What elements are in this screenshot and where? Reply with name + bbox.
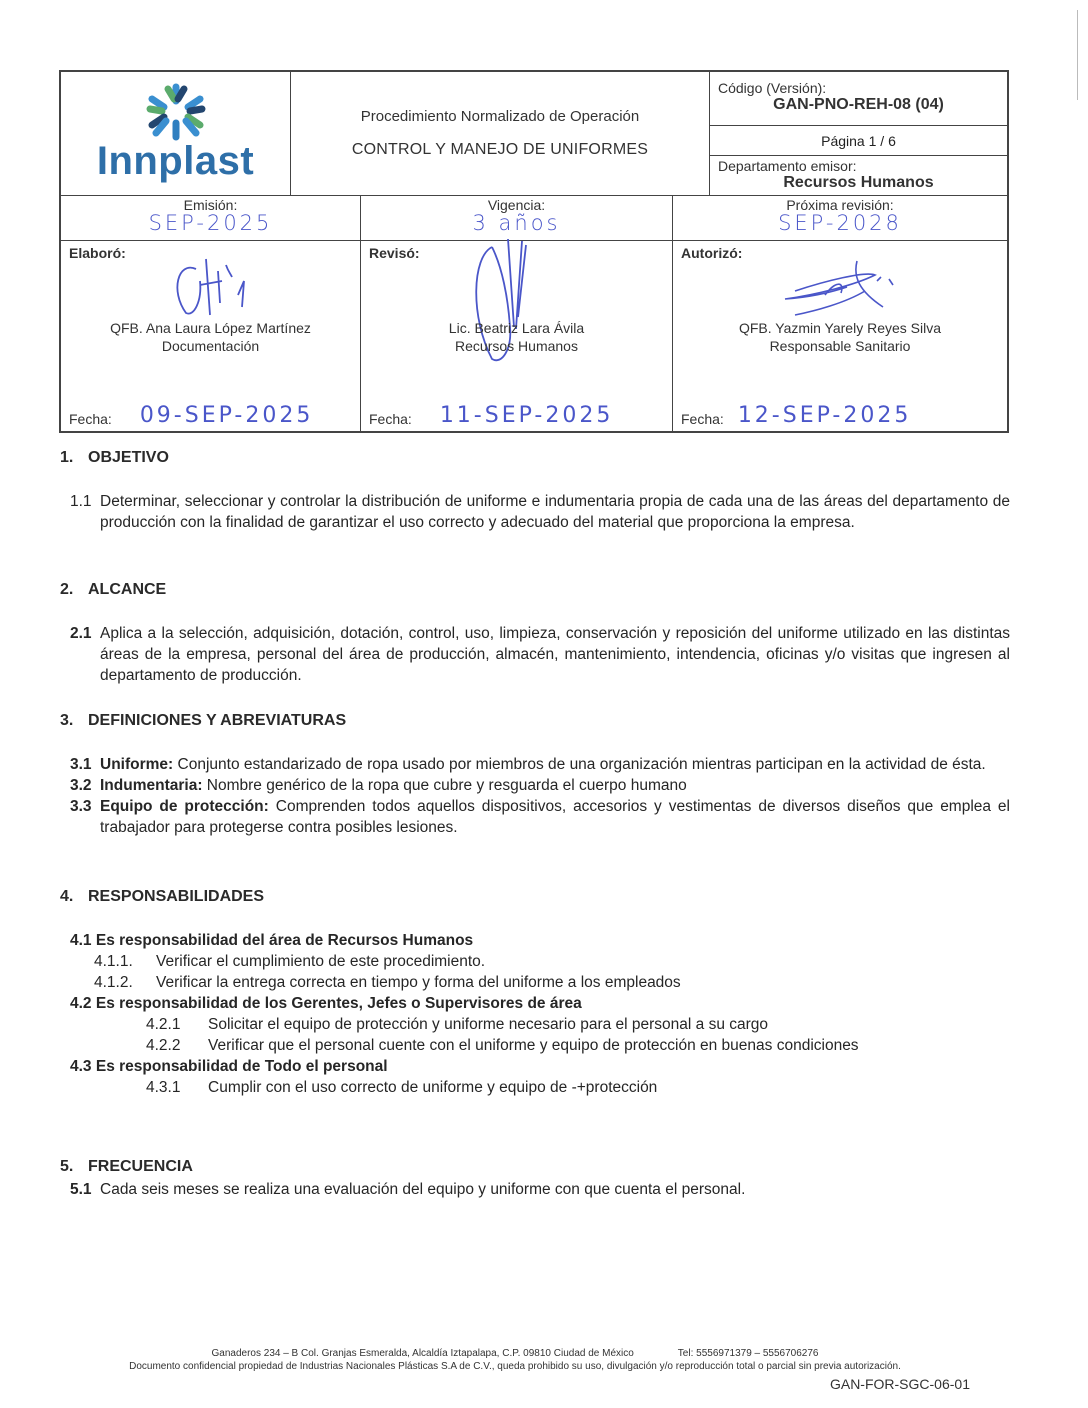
signature-reviso: [361, 241, 673, 431]
responsibility-item: [146, 1014, 1010, 1035]
section-number: 2.: [60, 581, 74, 598]
title-block: [291, 72, 710, 195]
item-number: 4.2.1: [146, 1016, 181, 1033]
scan-edge-line: [1077, 10, 1078, 100]
footer-contact-line: [60, 1347, 970, 1360]
responsibility-item: [94, 951, 1010, 972]
item-number: 4.1.2.: [94, 974, 133, 991]
item-text: Cumplir con el uso correcto de uniforme y equipo de -+protección: [208, 1079, 658, 1096]
item-number: 4.3.1: [146, 1079, 181, 1096]
signature-role-label: Autorizó:: [681, 245, 743, 261]
footer-form-code: GAN-FOR-SGC-06-01: [829, 1376, 970, 1392]
item-number: 3.1: [70, 756, 92, 773]
signature-date: [69, 403, 313, 427]
footer-confidential-notice: Documento confidencial propiedad de Industrias Nacionales Plásticas S.A de C.V., queda prohibido su uso, divulgación y/o reproducción total o parcial sin previa autorización.: [129, 1361, 901, 1372]
code-value: GAN-PNO-REH-08 (04): [773, 96, 944, 113]
definition-text: Comprenden todos aquellos dispositivos, accesorios y vestimentas de diversos diseños que emplea el trabajador para protegerse contra posibles lesiones.: [100, 798, 1010, 836]
signature-elaboro: [61, 241, 361, 431]
paragraph-item: [70, 623, 1010, 686]
section-alcance: [60, 581, 1010, 686]
item-text: Verificar que el personal cuente con el uniforme y equipo de protección en buenas condiciones: [208, 1037, 859, 1054]
section-heading: [60, 712, 1010, 730]
emision-label: Emisión:: [183, 197, 238, 213]
responsibility-group-heading: [70, 930, 1010, 951]
section-heading: [60, 449, 1010, 467]
header-row-signatures: [61, 241, 1007, 431]
item-number: 4.2.2: [146, 1037, 181, 1054]
vigencia-value: 3 años: [472, 211, 561, 235]
signer-name: QFB. Ana Laura López Martínez: [110, 320, 311, 336]
item-text: Verificar la entrega correcta en tiempo y forma del uniforme a los empleados: [156, 974, 681, 991]
signature-date: [369, 403, 613, 427]
footer-address: Ganaderos 234 – B Col. Granjas Esmeralda, Alcaldía Iztapalapa, C.P. 09810 Ciudad de México: [211, 1348, 634, 1359]
group-heading-text: Es responsabilidad del área de Recursos Humanos: [95, 932, 474, 949]
responsibility-item: [146, 1077, 1010, 1098]
logo-wordmark: Innplast: [96, 139, 255, 183]
section-title: FRECUENCIA: [88, 1158, 193, 1175]
department-label: Departamento emisor:: [718, 158, 857, 174]
item-number: 1.1: [70, 493, 92, 510]
signature-autorizo: [673, 241, 1007, 431]
fecha-label: Fecha:: [69, 411, 112, 427]
handwritten-signature-icon: [673, 251, 1007, 321]
document-header-table: [59, 70, 1009, 433]
signer-position: Responsable Sanitario: [769, 338, 911, 354]
definition-term: Equipo de protección:: [100, 798, 269, 815]
paragraph-item: [70, 491, 1010, 533]
definition-text: Nombre genérico de la ropa que cubre y resguarda el cuerpo humano: [206, 777, 687, 794]
header-row-dates: [61, 196, 1007, 241]
section-heading: [60, 1158, 1010, 1176]
signer-position: Recursos Humanos: [455, 338, 578, 354]
signer-position: Documentación: [161, 338, 260, 354]
section-number: 1.: [60, 449, 74, 466]
vigencia-cell: [361, 196, 673, 240]
section-definiciones: [60, 712, 1010, 838]
group-number: 4.2: [70, 995, 92, 1012]
section-title: OBJETIVO: [88, 449, 169, 466]
definition-text: Conjunto estandarizado de ropa usado por miembros de una organización mientras participan en la actividad de ésta.: [177, 756, 986, 773]
item-text: Aplica a la selección, adquisición, dotación, control, uso, limpieza, conservación y reposición del uniforme utilizado en las distintas áreas de la empresa, personal del área de producción, almacén, mantenimiento, intendencia, oficinas y/o visitas que ingresen al departamento de producción.: [100, 625, 1010, 684]
paragraph-item: [70, 1179, 1010, 1200]
item-number: 5.1: [70, 1181, 92, 1198]
section-objetivo: [60, 449, 1010, 533]
department-block: [710, 156, 1007, 195]
document-type: Procedimiento Normalizado de Operación: [360, 108, 640, 125]
fecha-label: Fecha:: [369, 411, 412, 427]
item-number: 4.1.1.: [94, 953, 133, 970]
section-title: DEFINICIONES Y ABREVIATURAS: [88, 712, 347, 729]
definition-term: Uniforme:: [100, 756, 174, 773]
section-frecuencia: [60, 1158, 1010, 1200]
item-number: 2.1: [70, 625, 92, 642]
document-title: CONTROL Y MANEJO DE UNIFORMES: [351, 141, 649, 158]
company-logo: [61, 72, 291, 195]
emision-value: SEP-2025: [148, 211, 273, 235]
section-number: 4.: [60, 888, 74, 905]
group-number: 4.3: [70, 1058, 92, 1075]
item-text: Determinar, seleccionar y controlar la distribución de uniforme e indumentaria propia de cada una de las áreas del departamento de producción con la finalidad de garantizar el uso correcto y adecuado del material que proporciona la empresa.: [100, 493, 1010, 531]
signer-name: QFB. Yazmin Yarely Reyes Silva: [738, 320, 942, 336]
proxima-revision-value: SEP-2028: [778, 211, 902, 235]
responsibility-item: [94, 972, 1010, 993]
page-indicator: Página 1 / 6: [710, 126, 1007, 156]
responsibility-group-heading: [70, 1056, 1010, 1077]
group-heading-text: Es responsabilidad de los Gerentes, Jefes o Supervisores de área: [95, 995, 582, 1012]
code-label: Código (Versión):: [718, 80, 827, 96]
responsibility-item: [146, 1035, 1010, 1056]
department-value: Recursos Humanos: [783, 174, 934, 191]
section-title: RESPONSABILIDADES: [88, 888, 265, 905]
signature-date: [681, 403, 911, 427]
vigencia-label: Vigencia:: [487, 197, 546, 213]
definition-item: [70, 754, 1010, 775]
signature-role-label: Elaboró:: [69, 245, 126, 261]
handwritten-signature-icon: [61, 251, 360, 321]
responsibility-group-heading: [70, 993, 1010, 1014]
item-text: Solicitar el equipo de protección y uniforme necesario para el personal a su cargo: [208, 1016, 769, 1033]
fecha-value: 11-SEP-2025: [439, 403, 614, 428]
emision-cell: [61, 196, 361, 240]
header-row-title: [61, 72, 1007, 196]
proxima-revision-label: Próxima revisión:: [786, 197, 894, 213]
item-number: 3.3: [70, 798, 92, 815]
definition-item: [70, 796, 1010, 838]
page-footer: [60, 1347, 970, 1373]
item-text: Cada seis meses se realiza una evaluación del equipo y uniforme con que cuenta el personal.: [100, 1181, 746, 1198]
section-title: ALCANCE: [88, 581, 167, 598]
fecha-value: 12-SEP-2025: [737, 403, 912, 428]
code-block: [710, 72, 1007, 126]
definition-item: [70, 775, 1010, 796]
item-text: Verificar el cumplimiento de este procedimiento.: [156, 953, 486, 970]
item-number: 3.2: [70, 777, 92, 794]
fecha-value: 09-SEP-2025: [139, 403, 314, 428]
group-number: 4.1: [70, 932, 92, 949]
group-heading-text: Es responsabilidad de Todo el personal: [95, 1058, 388, 1075]
signature-role-label: Revisó:: [369, 245, 420, 261]
definition-term: Indumentaria:: [100, 777, 203, 794]
section-number: 3.: [60, 712, 74, 729]
section-responsabilidades: [60, 888, 1010, 1098]
section-heading: [60, 888, 1010, 906]
innplast-snowflake-icon: [144, 83, 208, 141]
proxima-revision-cell: [673, 196, 1007, 240]
section-heading: [60, 581, 1010, 599]
fecha-label: Fecha:: [681, 411, 724, 427]
section-number: 5.: [60, 1158, 74, 1175]
signer-name: Lic. Beatriz Lara Ávila: [448, 320, 585, 336]
metadata-block: [710, 72, 1007, 195]
footer-phone: Tel: 5556971379 – 5556706276: [677, 1348, 819, 1359]
